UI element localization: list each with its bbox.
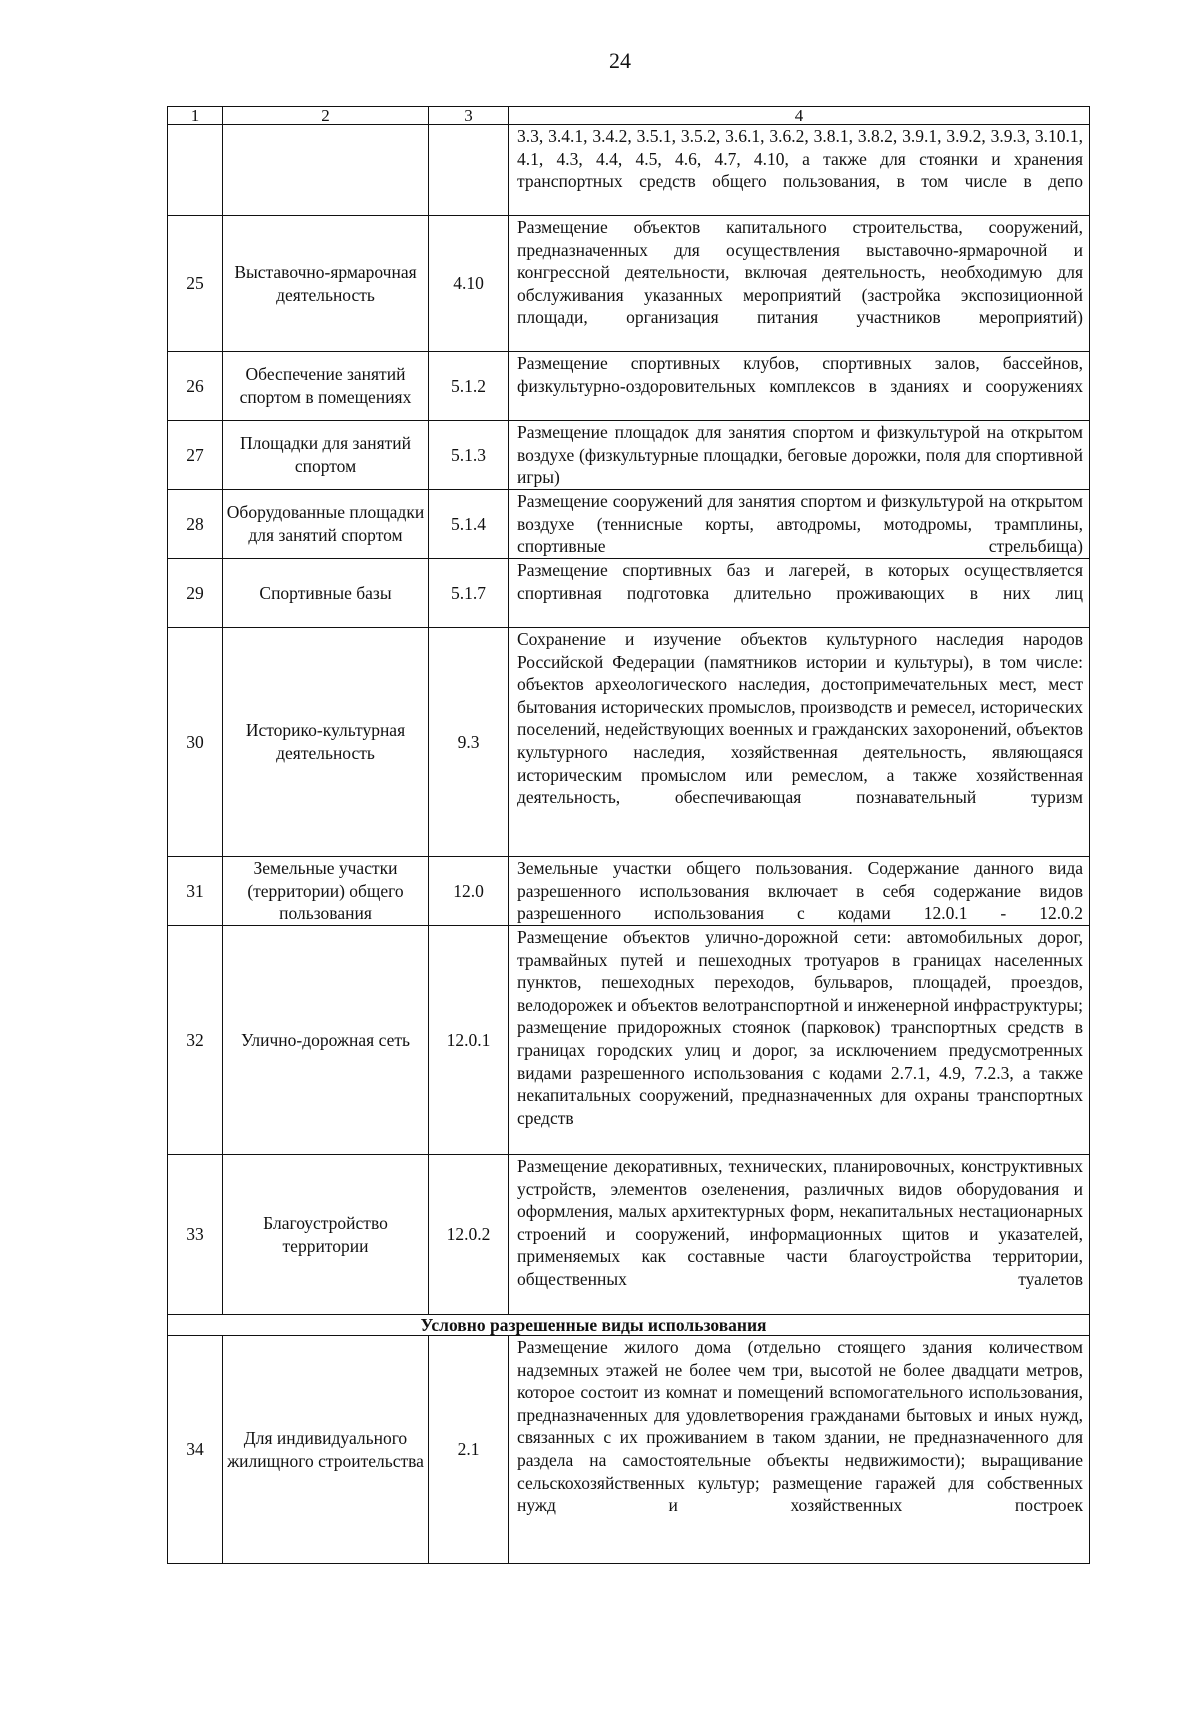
row-description: Размещение декоративных, технических, планировочных, конструктивных устройств, элементов озеленения, различных видов оборудования и оформления, малых архитектурных форм, некапитальных нестационарных строений и сооружений, информационных щитов и указателей, применяемых как составные части благоустройства территории, общественных туалетов	[509, 1155, 1090, 1315]
row-number: 32	[168, 926, 223, 1155]
row-number: 26	[168, 352, 223, 421]
row-code: 5.1.2	[429, 352, 509, 421]
row-name: Для индивидуального жилищного строительства	[223, 1336, 429, 1564]
header-cell: 2	[223, 107, 429, 125]
row-number: 34	[168, 1336, 223, 1564]
table-row	[168, 1336, 1090, 1564]
header-cell: 3	[429, 107, 509, 125]
row-code: 5.1.7	[429, 559, 509, 628]
row-description: Размещение площадок для занятия спортом и физкультурой на открытом воздухе (физкультурные площадки, беговые дорожки, поля для спортивной игры)	[509, 421, 1090, 490]
row-number	[168, 125, 223, 216]
row-code: 5.1.3	[429, 421, 509, 490]
row-code: 12.0	[429, 857, 509, 926]
row-code: 2.1	[429, 1336, 509, 1564]
row-name: Обеспечение занятий спортом в помещениях	[223, 352, 429, 421]
section-title: Условно разрешенные виды использования	[420, 1315, 767, 1335]
row-name: Оборудованные площадки для занятий спортом	[223, 490, 429, 559]
row-name: Благоустройство территории	[223, 1155, 429, 1315]
row-number: 33	[168, 1155, 223, 1315]
land-use-table	[167, 106, 1090, 1564]
table-row	[168, 559, 1090, 628]
row-code: 12.0.2	[429, 1155, 509, 1315]
table-row	[168, 421, 1090, 490]
row-description: Сохранение и изучение объектов культурного наследия народов Российской Федерации (памятников истории и культуры), в том числе: объектов археологического наследия, достопримечательных мест, мест бытования исторических промыслов, производств и ремесел, исторических поселений, недействующих военных и гражданских захоронений, объектов культурного наследия, хозяйственная деятельность, являющаяся историческим промыслом или ремеслом, а также хозяйственная деятельность, обеспечивающая познавательный туризм	[509, 628, 1090, 857]
page-number: 24	[609, 48, 631, 73]
table-row	[168, 216, 1090, 352]
row-description: Размещение спортивных клубов, спортивных залов, бассейнов, физкультурно-оздоровительных комплексов в зданиях и сооружениях	[509, 352, 1090, 421]
table-row	[168, 490, 1090, 559]
table-header-row	[168, 107, 1090, 125]
table-row	[168, 352, 1090, 421]
row-code	[429, 125, 509, 216]
row-description: Размещение объектов капитального строительства, сооружений, предназначенных для осуществления выставочно-ярмарочной и конгрессной деятельности, включая деятельность, необходимую для обслуживания указанных мероприятий (застройка экспозиционной площади, организация питания участников мероприятий)	[509, 216, 1090, 352]
row-description: Размещение жилого дома (отдельно стоящего здания количеством надземных этажей не более чем три, высотой не более двадцати метров, которое состоит из комнат и помещений вспомогательного использования, предназначенных для удовлетворения гражданами бытовых и иных нужд, связанных с их проживанием в таком здании, не предназначенного для раздела на самостоятельные объекты недвижимости); выращивание сельскохозяйственных культур; размещение гаражей для собственных нужд и хозяйственных построек	[509, 1336, 1090, 1564]
section-title-cell	[168, 1315, 1090, 1336]
row-name: Улично-дорожная сеть	[223, 926, 429, 1155]
row-code: 12.0.1	[429, 926, 509, 1155]
table-row	[168, 926, 1090, 1155]
row-number: 28	[168, 490, 223, 559]
row-name	[223, 125, 429, 216]
row-name: Выставочно-ярмарочная деятельность	[223, 216, 429, 352]
row-number: 31	[168, 857, 223, 926]
row-description: Размещение спортивных баз и лагерей, в которых осуществляется спортивная подготовка длительно проживающих в них лиц	[509, 559, 1090, 628]
table-row	[168, 1155, 1090, 1315]
row-number: 25	[168, 216, 223, 352]
row-description: Размещение объектов улично-дорожной сети: автомобильных дорог, трамвайных путей и пешеходных тротуаров в границах населенных пунктов, пешеходных переходов, бульваров, площадей, проездов, велодорожек и объектов велотранспортной и инженерной инфраструктуры; размещение придорожных стоянок (парковок) транспортных средств в границах городских улиц и дорог, за исключением предусмотренных видами разрешенного использования с кодами 2.7.1, 4.9, 7.2.3, а также некапитальных сооружений, предназначенных для охраны транспортных средств	[509, 926, 1090, 1155]
row-code: 4.10	[429, 216, 509, 352]
row-description: Размещение сооружений для занятия спортом и физкультурой на открытом воздухе (теннисные корты, автодромы, мотодромы, трамплины, спортивные стрельбища)	[509, 490, 1090, 559]
section-header-row	[168, 1315, 1090, 1336]
row-name: Площадки для занятий спортом	[223, 421, 429, 490]
table-row	[168, 125, 1090, 216]
header-cell: 4	[509, 107, 1090, 125]
table-row	[168, 628, 1090, 857]
row-code: 5.1.4	[429, 490, 509, 559]
row-code: 9.3	[429, 628, 509, 857]
row-number: 29	[168, 559, 223, 628]
table-row	[168, 857, 1090, 926]
row-name: Земельные участки (территории) общего пользования	[223, 857, 429, 926]
row-description: Земельные участки общего пользования. Содержание данного вида разрешенного использования включает в себя содержание видов разрешенного использования с кодами 12.0.1 - 12.0.2	[509, 857, 1090, 926]
row-number: 27	[168, 421, 223, 490]
row-name: Спортивные базы	[223, 559, 429, 628]
row-description: 3.3, 3.4.1, 3.4.2, 3.5.1, 3.5.2, 3.6.1, 3.6.2, 3.8.1, 3.8.2, 3.9.1, 3.9.2, 3.9.3, 3.10.1, 4.1, 4.3, 4.4, 4.5, 4.6, 4.7, 4.10, а также для стоянки и хранения транспортных средств общего пользования, в том числе в депо	[509, 125, 1090, 216]
header-cell: 1	[168, 107, 223, 125]
row-number: 30	[168, 628, 223, 857]
row-name: Историко-культурная деятельность	[223, 628, 429, 857]
